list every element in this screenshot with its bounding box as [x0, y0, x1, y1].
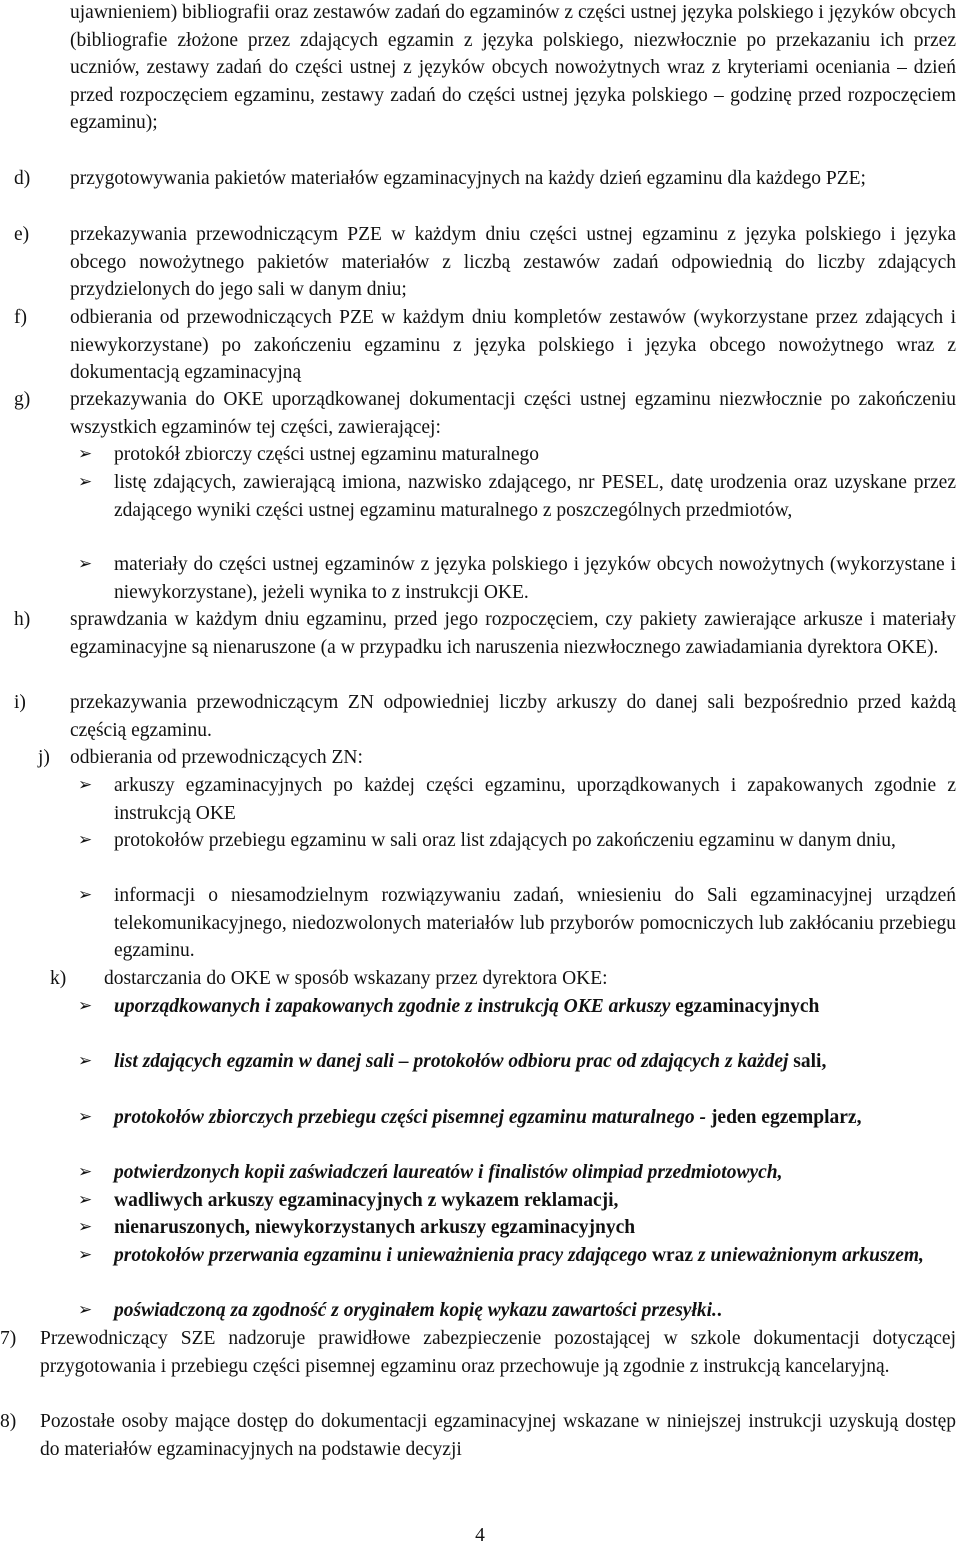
arrow-bullet-icon: ➢: [78, 1300, 93, 1320]
bullet-italic-text: protokołów przerwania egzaminu i unieważnienia pracy zdającego: [114, 1245, 648, 1266]
item-text: Przewodniczący SZE nadzoruje prawidłowe zabezpieczenie pozostającej w szkole dokumentacji dotyczącej przygotowania i przebiegu części pisemnej egzaminu oraz przechowuje ją zgodnie z instrukcją kancelaryjną.: [40, 1328, 956, 1377]
continuation-paragraph: ujawnieniem) bibliografii oraz zestawów zadań do egzaminów z części ustnej języka polskiego i języków obcych (bibliografie złożone przez zdających egzamin z języka polskiego, niezwłocznie po przekazaniu ich przez uczniów, zestawy zadań do części ustnej z języków obcych nowożytnych wraz z kryteriami oceniania – dzień przed rozpoczęciem egzaminu, zestawy zadań do części ustnej języka polskiego – godzinę przed rozpoczęciem egzaminu);: [70, 2, 956, 134]
bullet-italic-text: uporządkowanych i zapakowanych zgodnie z instrukcją OKE arkuszy: [114, 996, 671, 1017]
list-item-h: [14, 606, 956, 661]
bullet-text: arkuszy egzaminacyjnych po każdej części egzaminu, uporządkowanych i zapakowanych zgodnie z instrukcją OKE: [114, 775, 956, 824]
arrow-bullet-icon: ➢: [78, 554, 93, 574]
bullet-italic-text: potwierdzonych kopii zaświadczeń laureatów i finalistów olimpiad przedmiotowych,: [114, 1162, 783, 1183]
arrow-bullet-icon: ➢: [78, 885, 93, 905]
item-text: przekazywania przewodniczącym PZE w każdym dniu części ustnej egzaminu z języka polskiego i języka obcego nowożytnego pakietów materiałów z liczbą zestawów zadań odpowiednią do liczby zdających przydzielonych do jego sali w danym dniu;: [70, 224, 956, 301]
arrow-bullet-icon: ➢: [78, 996, 93, 1016]
arrow-bullet-icon: ➢: [78, 1051, 93, 1071]
bullet-bold-text: .: [716, 1300, 722, 1321]
bullet-bold-text: sali,: [793, 1051, 827, 1072]
list-item-k: [50, 965, 956, 993]
item-marker: g): [14, 389, 31, 410]
bullet-bold-text: nienaruszonych, niewykorzystanych arkuszy egzaminacyjnych: [114, 1217, 636, 1238]
bullet-item: [78, 1159, 956, 1187]
list-item-i: [14, 689, 956, 744]
bullet-item: [78, 882, 956, 965]
bullet-bold-text: wadliwych arkuszy egzaminacyjnych z wykazem reklamacji,: [114, 1190, 619, 1211]
bullet-bold-text: jeden egzemplarz,: [710, 1107, 862, 1128]
arrow-bullet-icon: ➢: [78, 1245, 93, 1265]
item-marker: f): [14, 307, 27, 328]
arrow-bullet-icon: ➢: [78, 444, 93, 464]
arrow-bullet-icon: ➢: [78, 1190, 93, 1210]
list-item-f: [14, 304, 956, 387]
bullet-text: protokołów przebiegu egzaminu w sali oraz list zdających po zakończeniu egzaminu w danym dniu,: [114, 830, 896, 851]
bullet-text: informacji o niesamodzielnym rozwiązywaniu zadań, wniesieniu do Sali egzaminacyjnej urządzeń telekomunikacyjnego, niedozwolonych materiałów lub przyborów pomocniczych lub zakłócaniu przebiegu egzaminu.: [114, 885, 956, 962]
numbered-item-7: [0, 1325, 956, 1380]
bullet-item: [78, 1187, 956, 1215]
list-item-e: [14, 221, 956, 304]
bullet-italic-text: protokołów zbiorczych przebiegu części pisemnej egzaminu maturalnego -: [114, 1107, 707, 1128]
bullet-item: [78, 1242, 956, 1270]
bullet-italic-text: list zdających egzamin w danej sali – protokołów odbioru prac od zdających z każdej: [114, 1051, 789, 1072]
arrow-bullet-icon: ➢: [78, 775, 93, 795]
bullet-italic-text: z unieważnionym arkuszem,: [697, 1245, 924, 1266]
bullet-item: [78, 441, 956, 469]
arrow-bullet-icon: ➢: [78, 472, 93, 492]
item-text: przekazywania do OKE uporządkowanej dokumentacji części ustnej egzaminu niezwłocznie po zakończeniu wszystkich egzaminów tej części, zawierającej:: [70, 389, 956, 438]
arrow-bullet-icon: ➢: [78, 1107, 93, 1127]
bullet-item: [78, 1048, 956, 1076]
item-text: odbierania od przewodniczących ZN:: [70, 747, 363, 768]
bullet-item: [78, 772, 956, 827]
arrow-bullet-icon: ➢: [78, 1162, 93, 1182]
bullet-item: [78, 827, 956, 855]
item-text: dostarczania do OKE w sposób wskazany przez dyrektora OKE:: [104, 968, 608, 989]
item-marker: 8): [0, 1411, 17, 1432]
bullet-item: [78, 469, 956, 524]
item-marker: 7): [0, 1328, 17, 1349]
list-item-g: [14, 386, 956, 441]
item-text: odbierania od przewodniczących PZE w każdym dniu kompletów zestawów (wykorzystane przez zdających i niewykorzystane) po zakończeniu egzaminu z języka polskiego i języka obcego nowożytnego wraz z dokumentacją egzaminacyjną: [70, 307, 956, 384]
bullet-item: [78, 551, 956, 606]
arrow-bullet-icon: ➢: [78, 1217, 93, 1237]
list-item-d: [14, 165, 956, 193]
bullet-text: protokół zbiorczy części ustnej egzaminu maturalnego: [114, 444, 540, 465]
item-marker: k): [50, 968, 67, 989]
page-number: 4: [475, 1525, 485, 1546]
item-text: sprawdzania w każdym dniu egzaminu, przed jego rozpoczęciem, czy pakiety zawierające arkusze i materiały egzaminacyjne są nienaruszone (a w przypadku ich naruszenia niezwłocznego zawiadamiania dyrektora OKE).: [70, 609, 956, 658]
bullet-item: [78, 993, 956, 1021]
item-marker: i): [14, 692, 26, 713]
bullet-bold-text: wraz: [651, 1245, 694, 1266]
bullet-text: listę zdających, zawierającą imiona, nazwisko zdającego, nr PESEL, datę urodzenia oraz uzyskane przez zdającego wyniki części ustnej egzaminu maturalnego z poszczególnych przedmiotów,: [114, 472, 956, 521]
arrow-bullet-icon: ➢: [78, 830, 93, 850]
item-text: przekazywania przewodniczącym ZN odpowiedniej liczby arkuszy do danej sali bezpośrednio przed każdą częścią egzaminu.: [70, 692, 956, 741]
bullet-item: [78, 1104, 956, 1132]
bullet-item: [78, 1297, 956, 1325]
item-marker: e): [14, 224, 30, 245]
item-text: przygotowywania pakietów materiałów egzaminacyjnych na każdy dzień egzaminu dla każdego PZE;: [70, 168, 866, 189]
item-text: Pozostałe osoby mające dostęp do dokumentacji egzaminacyjnej wskazane w niniejszej instrukcji uzyskują dostęp do materiałów egzaminacyjnych na podstawie decyzji: [40, 1411, 956, 1460]
bullet-bold-text: egzaminacyjnych: [675, 996, 820, 1017]
list-item-j: [38, 744, 956, 772]
item-marker: d): [14, 168, 31, 189]
bullet-text: materiały do części ustnej egzaminów z języka polskiego i języków obcych nowożytnych (wykorzystane i niewykorzystane), jeżeli wynika to z instrukcji OKE.: [114, 554, 956, 603]
numbered-item-8: [0, 1408, 956, 1463]
item-marker: j): [38, 747, 50, 768]
bullet-item: [78, 1214, 956, 1242]
item-marker: h): [14, 609, 31, 630]
bullet-italic-text: poświadczoną za zgodność z oryginałem kopię wykazu zawartości przesyłki.: [114, 1300, 717, 1321]
